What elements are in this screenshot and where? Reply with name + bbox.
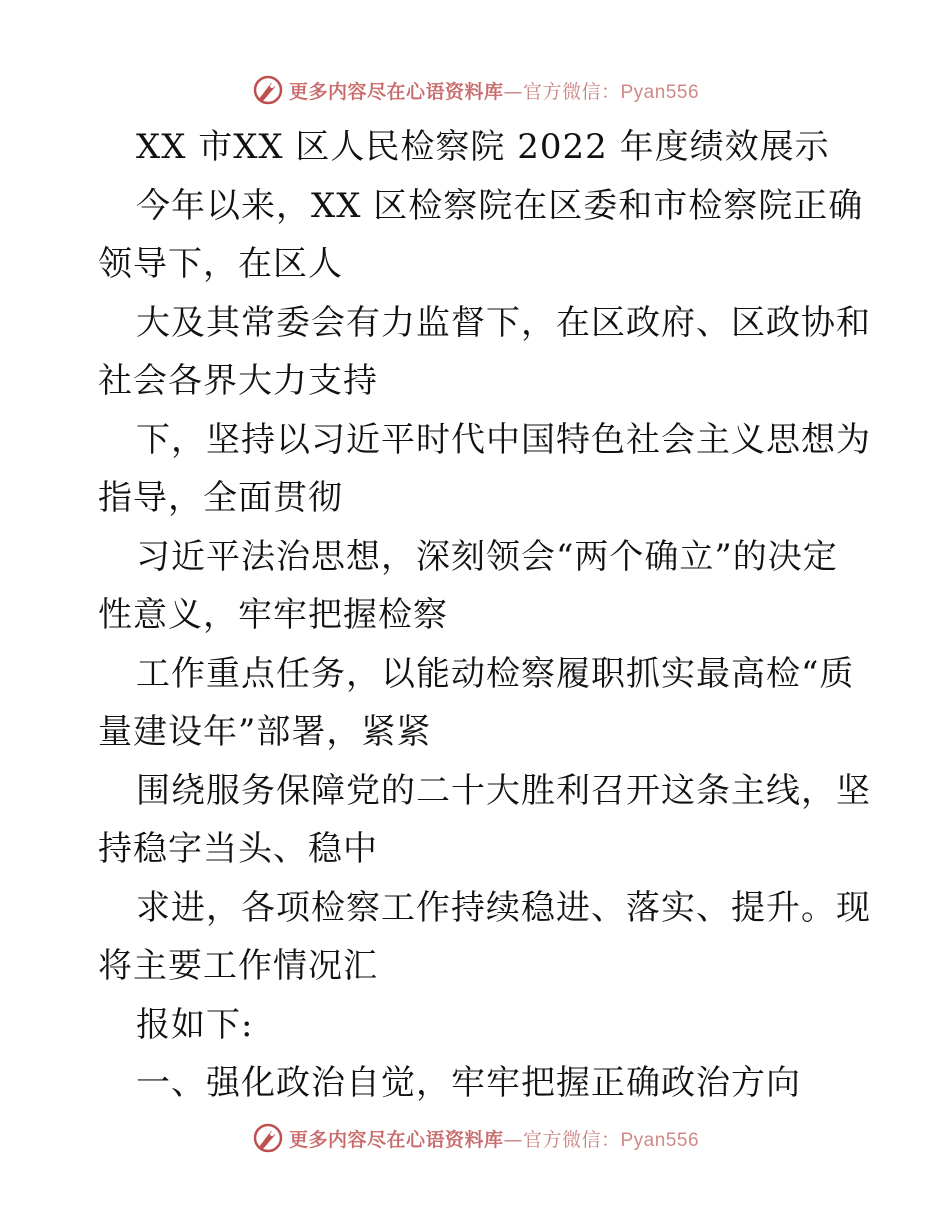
paragraph-line: 报如下: xyxy=(136,1004,254,1045)
watermark-dash: — xyxy=(503,80,523,103)
watermark-dash: — xyxy=(503,1128,523,1151)
paragraph-line: 习近平法治思想，深刻领会“两个确立”的决定 xyxy=(136,536,838,577)
pen-nib-icon xyxy=(251,1121,285,1155)
watermark-sub: 官方微信： xyxy=(522,80,621,103)
paragraph-line: 性意义，牢牢把握检察 xyxy=(98,595,448,635)
paragraph-line: 围绕服务保障党的二十大胜利召开这条主线，坚 xyxy=(136,770,871,811)
paragraph-line: 大及其常委会有力监督下，在区政府、区政协和 xyxy=(136,302,871,343)
paragraph-line: 量建设年”部署，紧紧 xyxy=(98,712,432,752)
watermark-id: Pyan556 xyxy=(620,81,700,103)
paragraph-line: 今年以来，XX 区检察院在区委和市检察院正确 xyxy=(136,185,864,226)
watermark-text xyxy=(289,1125,699,1152)
watermark-id: Pyan556 xyxy=(620,1129,700,1151)
watermark-footer xyxy=(0,1118,950,1158)
paragraph-line: 持稳字当头、稳中 xyxy=(98,829,378,869)
watermark-text xyxy=(289,77,699,104)
document-body xyxy=(98,118,871,1113)
pen-nib-icon xyxy=(251,73,285,107)
paragraph-line: 领导下，在区人 xyxy=(98,244,343,284)
paragraph-line: 工作重点任务，以能动检察履职抓实最高检“质 xyxy=(136,653,855,694)
watermark-main: 更多内容尽在心语资料库 xyxy=(288,1128,504,1151)
watermark-sub: 官方微信： xyxy=(522,1128,621,1151)
paragraph-line: 社会各界大力支持 xyxy=(98,361,378,401)
section-heading: 一、强化政治自觉，牢牢把握正确政治方向 xyxy=(136,1063,801,1103)
paragraph-line: 求进，各项检察工作持续稳进、落实、提升。现 xyxy=(136,887,871,928)
watermark-header xyxy=(0,70,950,110)
watermark-main: 更多内容尽在心语资料库 xyxy=(288,80,504,103)
paragraph-line: 下，坚持以习近平时代中国特色社会主义思想为 xyxy=(136,419,871,460)
document-title: XX 市XX 区人民检察院 2022 年度绩效展示 xyxy=(136,127,830,167)
paragraph-line: 指导，全面贯彻 xyxy=(98,478,343,518)
paragraph-line: 将主要工作情况汇 xyxy=(98,946,378,986)
